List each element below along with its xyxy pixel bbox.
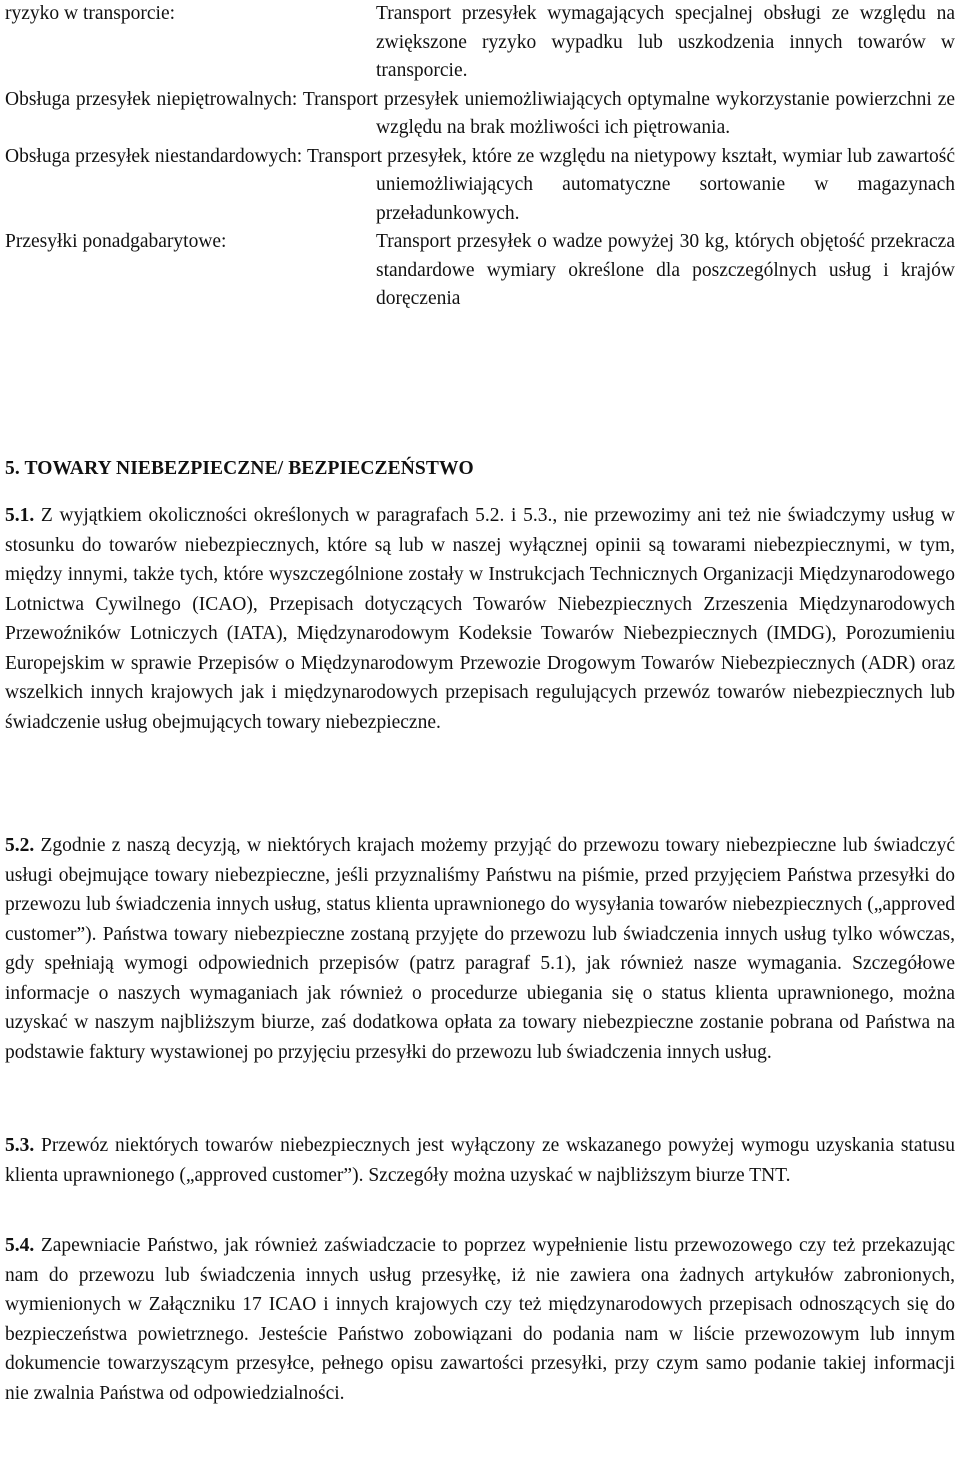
definition-term: Przesyłki ponadgabarytowe:: [5, 231, 227, 252]
paragraph-number: 5.1.: [5, 505, 35, 526]
definition-description: Transport przesyłek wymagających specjalnej obsługi ze względu na zwiększone ryzyko wypadku lub uszkodzenia innych towarów w transporcie.: [376, 3, 955, 81]
definition-description: Transport przesyłek o wadze powyżej 30 kg, których objętość przekracza standardowe wymiary określone dla poszczególnych usług i krajów doręczenia: [376, 231, 955, 309]
paragraph: [5, 1231, 955, 1408]
paragraph: [5, 501, 955, 737]
definition-description: Transport przesyłek uniemożliwiających optymalne wykorzystanie powierzchni ze względu na brak możliwości ich piętrowania.: [302, 88, 956, 138]
definition-description: Transport przesyłek, które ze względu na nietypowy kształt, wymiar lub zawartość uniemożliwiających automatyczne sortowanie w magazynach przeładunkowych.: [306, 145, 956, 224]
paragraph-number: 5.4.: [5, 1235, 35, 1256]
paragraph-text: Z wyjątkiem okoliczności określonych w paragrafach 5.2. i 5.3., nie przewozimy ani też nie świadczymy usług w stosunku do towarów niebezpiecznych, które są lub w naszej wyłącznej opinii są towarami niebezpiecznymi, w tym, między innymi, także tych, które wyszczególnione zostały w Instrukcjach Technicznych Organizacji Międzynarodowego Lotnictwa Cywilnego (ICAO), Przepisach dotyczących Towarów Niebezpiecznych Zrzeszenia Międzynarodowych Przewoźników Lotniczych (IATA), Międzynarodowym Kodeksie Towarów Niebezpiecznych (IMDG), Porozumieniu Europejskim w sprawie Przepisów o Międzynarodowym Przewozie Drogowym Towarów Niebezpiecznych (ADR) oraz wszelkich innych krajowych jak i międzynarodowych przepisach regulujących przewóz towarów niebezpiecznych lub świadczenie usług obejmujących towary niebezpieczne.: [5, 505, 955, 733]
section-heading: 5. TOWARY NIEBEZPIECZNE/ BEZPIECZEŃSTWO: [5, 458, 474, 479]
definition-term: Obsługa przesyłek niestandardowych:: [5, 145, 303, 167]
paragraph-text: Przewóz niektórych towarów niebezpiecznych jest wyłączony ze wskazanego powyżej wymogu uzyskania statusu klienta uprawnionego („approved customer”). Szczegóły można uzyskać w najbliższym biurze TNT.: [5, 1135, 955, 1186]
paragraph: [5, 831, 955, 1067]
definitions-list: [5, 0, 955, 314]
paragraph-text: Zgodnie z naszą decyzją, w niektórych krajach możemy przyjąć do przewozu towary niebezpieczne lub świadczyć usługi obejmujące towary niebezpieczne, jeśli przyznaliśmy Państwu na piśmie, przed przyjęciem Państwa przesyłki do przewozu lub świadczenia innych usług, status klienta uprawnionego do wysyłania towarów niebezpiecznych („approved customer”). Państwa towary niebezpieczne zostaną przyjęte do przewozu lub świadczenia innych usług tylko wówczas, gdy spełniają wymogi odpowiednich przepisów (patrz paragraf 5.1), jak również nasze wymagania. Szczegółowe informacje o naszych wymaganiach jak również o procedurze ubiegania się o status klienta uprawnionego, można uzyskać w naszym najbliższym biurze, zaś dodatkowa opłata za towary niebezpieczne zostanie pobrana od Państwa na podstawie faktury wystawionej po przyjęciu przesyłki do przewozu lub świadczenia innych usług.: [5, 835, 955, 1063]
paragraph: [5, 1131, 955, 1190]
paragraph-number: 5.3.: [5, 1135, 35, 1156]
definition-row: [5, 0, 955, 86]
definition-term: ryzyko w transporcie:: [5, 3, 176, 24]
paragraph-number: 5.2.: [5, 835, 35, 856]
definition-row: [5, 228, 955, 314]
definition-row: [5, 143, 955, 229]
document-page: [5, 0, 956, 1404]
paragraph-text: Zapewniacie Państwo, jak również zaświadczacie to poprzez wypełnienie listu przewozowego czy też przekazując nam do przewozu lub świadczenia innych usług przesyłkę, iż nie zawiera ona żadnych artykułów zabronionych, wymienionych w Załączniku 17 ICAO i innych krajowych czy też międzynarodowych przepisach odnoszących się do bezpieczeństwa powietrznego. Jesteście Państwo zobowiązani do podania nam w liście przewozowym lub innym dokumencie towarzyszącym przesyłce, pełnego opisu zawartości przesyłki, przy czym samo podanie takiej informacji nie zwalnia Państwa od odpowiedzialności.: [5, 1235, 955, 1404]
definition-term: Obsługa przesyłek niepiętrowalnych:: [5, 88, 298, 110]
definition-row: [5, 86, 955, 143]
